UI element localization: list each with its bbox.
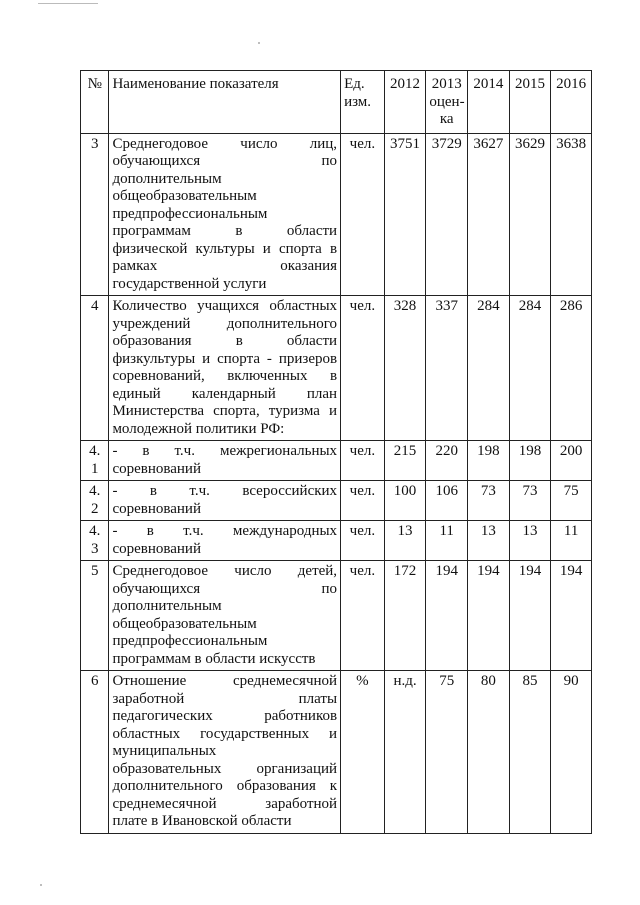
value-cell: 3751 (384, 133, 426, 296)
unit-cell: чел. (341, 481, 385, 521)
value-cell: 198 (468, 441, 510, 481)
value-cell: 75 (551, 481, 592, 521)
value-cell: 198 (509, 441, 551, 481)
value-cell: 200 (551, 441, 592, 481)
value-cell: 3638 (551, 133, 592, 296)
value-cell: 194 (551, 561, 592, 671)
scan-artifact-dot (40, 884, 42, 886)
table-row (81, 296, 592, 441)
header-year-2014: 2014 (468, 71, 510, 134)
value-cell: 220 (426, 441, 468, 481)
header-year-2016: 2016 (551, 71, 592, 134)
header-year-2015: 2015 (509, 71, 551, 134)
unit-cell: чел. (341, 521, 385, 561)
header-unit: Ед. изм. (341, 71, 385, 134)
row-number: 4. 3 (81, 521, 109, 561)
value-cell: 75 (426, 671, 468, 834)
value-cell: 286 (551, 296, 592, 441)
table-row (81, 133, 592, 296)
value-cell: 3729 (426, 133, 468, 296)
unit-cell: чел. (341, 296, 385, 441)
value-cell: 194 (468, 561, 510, 671)
value-cell: 13 (384, 521, 426, 561)
header-year-2013: 2013 оцен- ка (426, 71, 468, 134)
header-name: Наименование показателя (109, 71, 341, 134)
value-cell: 80 (468, 671, 510, 834)
value-cell: 11 (426, 521, 468, 561)
value-cell: 172 (384, 561, 426, 671)
value-cell: 13 (468, 521, 510, 561)
value-cell: 85 (509, 671, 551, 834)
value-cell: н.д. (384, 671, 426, 834)
scan-artifact-dot (258, 42, 260, 44)
value-cell: 3629 (509, 133, 551, 296)
unit-cell: чел. (341, 441, 385, 481)
indicator-name: - в т.ч. межрегиональных соревнований (109, 441, 341, 481)
value-cell: 194 (426, 561, 468, 671)
indicator-name: Среднегодовое число лиц, обучающихся по дополнительным общеобразовательным предпрофессиональным программам в области физической культуры и спорта в рамках оказания государственной услуги (109, 133, 341, 296)
value-cell: 11 (551, 521, 592, 561)
value-cell: 106 (426, 481, 468, 521)
indicator-name: Среднегодовое число детей, обучающихся по дополнительным общеобразовательным предпрофессиональным программам в области искусств (109, 561, 341, 671)
row-number: 6 (81, 671, 109, 834)
table-row (81, 441, 592, 481)
indicator-name: - в т.ч. всероссийских соревнований (109, 481, 341, 521)
value-cell: 337 (426, 296, 468, 441)
indicator-name: - в т.ч. международных соревнований (109, 521, 341, 561)
row-number: 3 (81, 133, 109, 296)
scan-artifact-line (38, 3, 98, 4)
value-cell: 194 (509, 561, 551, 671)
row-number: 4. 2 (81, 481, 109, 521)
value-cell: 73 (468, 481, 510, 521)
header-year-2012: 2012 (384, 71, 426, 134)
row-number: 5 (81, 561, 109, 671)
value-cell: 90 (551, 671, 592, 834)
value-cell: 328 (384, 296, 426, 441)
table-row (81, 561, 592, 671)
table-row (81, 671, 592, 834)
header-no: № (81, 71, 109, 134)
row-number: 4 (81, 296, 109, 441)
value-cell: 73 (509, 481, 551, 521)
unit-cell: чел. (341, 133, 385, 296)
value-cell: 215 (384, 441, 426, 481)
table-row (81, 481, 592, 521)
value-cell: 100 (384, 481, 426, 521)
unit-cell: % (341, 671, 385, 834)
unit-cell: чел. (341, 561, 385, 671)
indicators-table (80, 70, 592, 834)
value-cell: 3627 (468, 133, 510, 296)
value-cell: 284 (509, 296, 551, 441)
indicator-name: Количество учащихся областных учреждений дополнительного образования в области физкультуры и спорта - призеров соревнований, включенных в единый календарный план Министерства спорта, туризма и молодежной политики РФ: (109, 296, 341, 441)
table-header-row (81, 71, 592, 134)
indicator-name: Отношение среднемесячной заработной платы педагогических работников областных государственных и муниципальных образовательных организаций дополнительного образования к среднемесячной заработной плате в Ивановской области (109, 671, 341, 834)
table-row (81, 521, 592, 561)
value-cell: 284 (468, 296, 510, 441)
value-cell: 13 (509, 521, 551, 561)
row-number: 4. 1 (81, 441, 109, 481)
